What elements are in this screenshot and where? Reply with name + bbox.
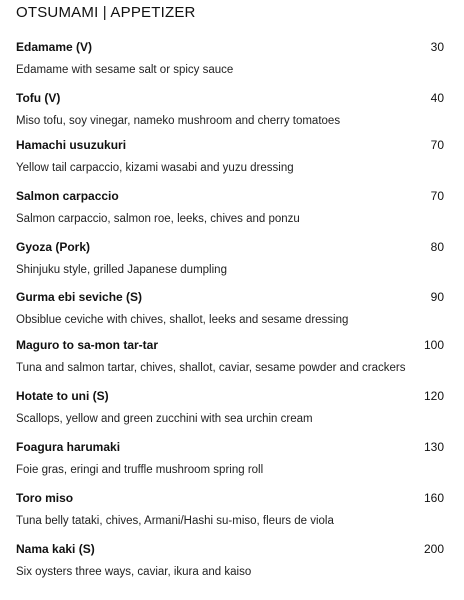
item-name: Hamachi usuzukuri [16,138,127,152]
item-price: 40 [430,91,444,105]
menu-item-maguro-to-samon [16,338,444,374]
menu-item-gurma-ebi-seviche [16,290,444,326]
menu-item-foagura-harumaki [16,440,444,476]
item-description: Edamame with sesame salt or spicy sauce [16,64,234,76]
item-price: 120 [423,389,444,403]
menu-item-edamame [16,40,444,76]
item-name: Maguro to sa-mon tar-tar [16,338,159,352]
item-name: Gyoza (Pork) [16,240,91,254]
menu-item-hotate-to-uni [16,389,444,425]
item-price: 70 [430,189,444,203]
item-price: 90 [430,290,444,304]
item-name: Gurma ebi seviche (S) [16,290,143,304]
item-description: Miso tofu, soy vinegar, nameko mushroom and cherry tomatoes [16,115,341,127]
item-description: Scallops, yellow and green zucchini with sea urchin cream [16,413,313,425]
menu-item-tofu [16,91,444,127]
item-name: Nama kaki (S) [16,542,95,556]
item-name: Foagura harumaki [16,440,121,454]
item-price: 200 [423,542,444,556]
item-name: Salmon carpaccio [16,189,119,203]
item-description: Tuna belly tataki, chives, Armani/Hashi su-miso, fleurs de viola [16,515,334,527]
item-price: 130 [423,440,444,454]
item-name: Hotate to uni (S) [16,389,109,403]
item-description: Salmon carpaccio, salmon roe, leeks, chives and ponzu [16,213,300,225]
item-description: Yellow tail carpaccio, kizami wasabi and yuzu dressing [16,162,294,174]
menu-item-salmon-carpaccio [16,189,444,225]
item-name: Toro miso [16,491,74,505]
section-title: OTSUMAMI | APPETIZER [16,4,196,21]
item-price: 160 [423,491,444,505]
item-price: 100 [423,338,444,352]
item-description: Obsiblue ceviche with chives, shallot, leeks and sesame dressing [16,314,349,326]
item-description: Foie gras, eringi and truffle mushroom spring roll [16,464,264,476]
item-description: Six oysters three ways, caviar, ikura and kaiso [16,566,252,578]
item-price: 70 [430,138,444,152]
item-price: 30 [430,40,444,54]
item-description: Shinjuku style, grilled Japanese dumpling [16,264,227,276]
menu-item-gyoza [16,240,444,276]
menu-item-toro-miso [16,491,444,527]
item-price: 80 [430,240,444,254]
item-name: Tofu (V) [16,91,61,105]
menu-item-hamachi-usuzukuri [16,138,444,174]
menu-item-nama-kaki [16,542,444,578]
item-description: Tuna and salmon tartar, chives, shallot, caviar, sesame powder and crackers [16,362,406,374]
item-name: Edamame (V) [16,40,93,54]
